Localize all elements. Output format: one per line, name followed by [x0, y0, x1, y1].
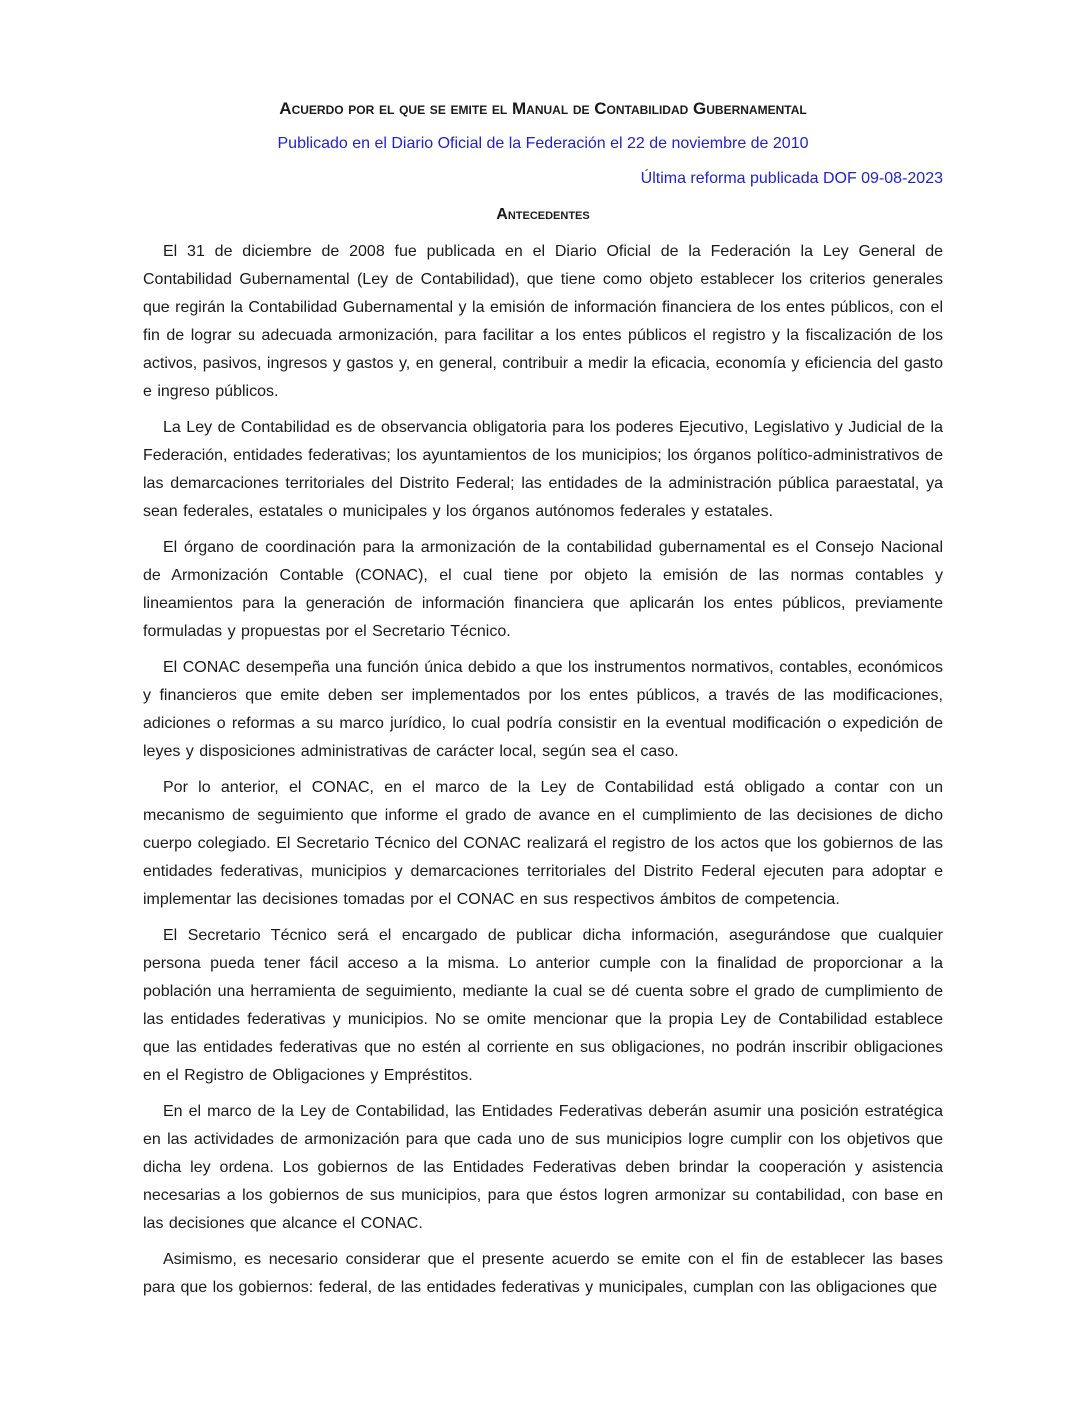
- section-heading-antecedentes: Antecedentes: [496, 206, 590, 223]
- paragraph: La Ley de Contabilidad es de observancia obligatoria para los poderes Ejecutivo, Legislativo y Judicial de la Federación, entidades federativas; los ayuntamientos de los municipios; los órganos político-administrativos de las demarcaciones territoriales del Distrito Federal; las entidades de la administración pública paraestatal, ya sean federales, estatales o municipales y los órganos autónomos federales y estatales.: [143, 419, 943, 520]
- paragraph: El 31 de diciembre de 2008 fue publicada en el Diario Oficial de la Federación la Ley General de Contabilidad Gubernamental (Ley de Contabilidad), que tiene como objeto establecer los criterios generales que regirán la Contabilidad Gubernamental y la emisión de información financiera de los entes públicos, con el fin de lograr su adecuada armonización, para facilitar a los entes públicos el registro y la fiscalización de los activos, pasivos, ingresos y gastos y, en general, contribuir a medir la eficacia, economía y eficiencia del gasto e ingreso públicos.: [143, 243, 943, 400]
- publication-date-line: Publicado en el Diario Oficial de la Federación el 22 de noviembre de 2010: [277, 135, 809, 152]
- paragraph: Por lo anterior, el CONAC, en el marco de la Ley de Contabilidad está obligado a contar con un mecanismo de seguimiento que informe el grado de avance en el cumplimiento de las decisiones de dicho cuerpo colegiado. El Secretario Técnico del CONAC realizará el registro de los actos que los gobiernos de las entidades federativas, municipios y demarcaciones territoriales del Distrito Federal ejecuten para adoptar e implementar las decisiones tomadas por el CONAC en sus respectivos ámbitos de competencia.: [143, 779, 943, 908]
- document-title: Acuerdo por el que se emite el Manual de Contabilidad Gubernamental: [279, 99, 807, 118]
- paragraph: Asimismo, es necesario considerar que el presente acuerdo se emite con el fin de establecer las bases para que los gobiernos: federal, de las entidades federativas y municipales, cumplan con las obligaciones que: [143, 1251, 943, 1296]
- last-reform-line: Última reforma publicada DOF 09-08-2023: [640, 170, 943, 187]
- antecedentes-section: [143, 238, 943, 1302]
- paragraph: El Secretario Técnico será el encargado de publicar dicha información, asegurándose que cualquier persona pueda tener fácil acceso a la misma. Lo anterior cumple con la finalidad de proporcionar a la población una herramienta de seguimiento, mediante la cual se dé cuenta sobre el grado de cumplimiento de las entidades federativas y municipios. No se omite mencionar que la propia Ley de Contabilidad establece que las entidades federativas que no estén al corriente en sus obligaciones, no podrán inscribir obligaciones en el Registro de Obligaciones y Empréstitos.: [143, 927, 943, 1084]
- paragraph: En el marco de la Ley de Contabilidad, las Entidades Federativas deberán asumir una posición estratégica en las actividades de armonización para que cada uno de sus municipios logre cumplir con los objetivos que dicha ley ordena. Los gobiernos de las Entidades Federativas deben brindar la cooperación y asistencia necesarias a los gobiernos de sus municipios, para que éstos logren armonizar su contabilidad, con base en las decisiones que alcance el CONAC.: [143, 1103, 943, 1232]
- paragraph: El CONAC desempeña una función única debido a que los instrumentos normativos, contables, económicos y financieros que emite deben ser implementados por los entes públicos, a través de las modificaciones, adiciones o reformas a su marco jurídico, lo cual podría consistir en la eventual modificación o expedición de leyes y disposiciones administrativas de carácter local, según sea el caso.: [143, 659, 943, 760]
- paragraph: El órgano de coordinación para la armonización de la contabilidad gubernamental es el Consejo Nacional de Armonización Contable (CONAC), el cual tiene por objeto la emisión de las normas contables y lineamientos para la generación de información financiera que aplicarán los entes públicos, previamente formuladas y propuestas por el Secretario Técnico.: [143, 539, 943, 640]
